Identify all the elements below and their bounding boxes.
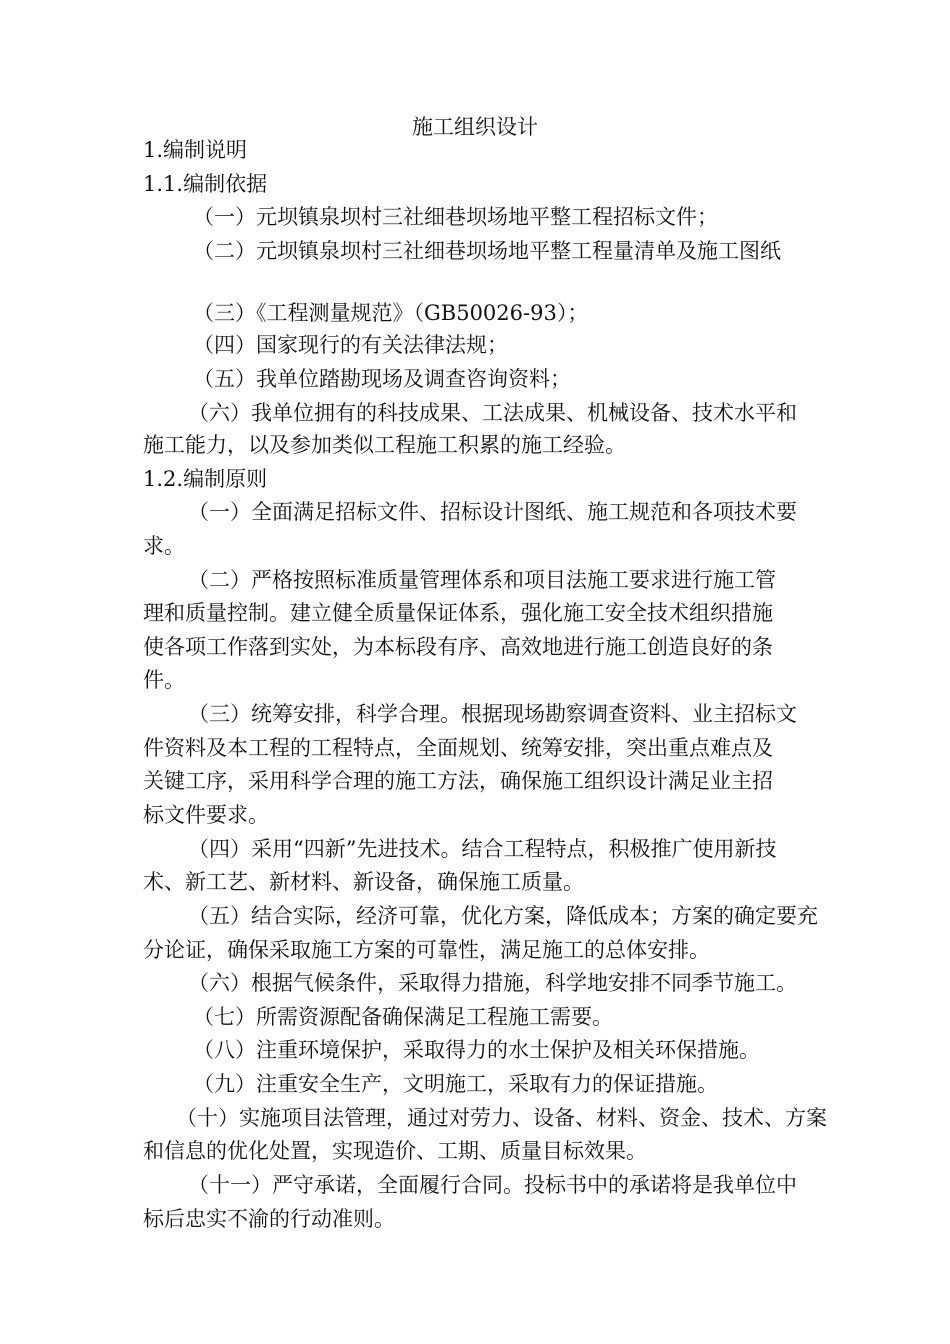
principle-5-line-1: （五）结合实际，经济可靠，优化方案，降低成本；方案的确定要充 [188, 904, 818, 928]
principle-3-line-3: 关键工序，采用科学合理的施工方法，确保施工组织设计满足业主招 [143, 769, 773, 793]
basis-item-1: （一）元坝镇泉坝村三社细巷坝场地平整工程招标文件； [193, 205, 718, 229]
basis-item-4: （四）国家现行的有关法律法规； [193, 333, 508, 357]
principle-4-line-2: 术、新工艺、新材料、新设备，确保施工质量。 [143, 870, 584, 894]
principle-8: （八）注重环境保护，采取得力的水土保护及相关环保措施。 [193, 1038, 760, 1062]
principle-2-line-2: 理和质量控制。建立健全质量保证体系，强化施工安全技术组织措施 [143, 601, 773, 625]
basis-item-6-line-1: （六）我单位拥有的科技成果、工法成果、机械设备、技术水平和 [188, 401, 797, 425]
principle-11-line-1: （十一）严守承诺，全面履行合同。投标书中的承诺将是我单位中 [188, 1173, 797, 1197]
principle-4-line-1: （四）采用“四新”先进技术。结合工程特点，积极推广使用新技 [188, 837, 777, 861]
section-heading-1: 1.编制说明 [143, 138, 248, 162]
principle-9: （九）注重安全生产，文明施工，采取有力的保证措施。 [193, 1072, 718, 1096]
principle-10-line-2: 和信息的优化处置，实现造价、工期、质量目标效果。 [143, 1139, 647, 1163]
principle-11-line-2: 标后忠实不渝的行动准则。 [143, 1207, 395, 1231]
principle-3-line-2: 件资料及本工程的工程特点，全面规划、统筹安排，突出重点难点及 [143, 736, 773, 760]
principle-1-line-2: 求。 [143, 534, 185, 558]
principle-6: （六）根据气候条件，采取得力措施，科学地安排不同季节施工。 [188, 971, 797, 995]
principle-10-line-1: （十）实施项目法管理，通过对劳力、设备、材料、资金、技术、方案 [176, 1106, 827, 1130]
document-title: 施工组织设计 [412, 115, 538, 139]
principle-1-line-1: （一）全面满足招标文件、招标设计图纸、施工规范和各项技术要 [188, 500, 797, 524]
principle-5-line-2: 分论证，确保采取施工方案的可靠性，满足施工的总体安排。 [143, 938, 710, 962]
principle-2-line-1: （二）严格按照标准质量管理体系和项目法施工要求进行施工管 [188, 568, 776, 592]
basis-item-2: （二）元坝镇泉坝村三社细巷坝场地平整工程量清单及施工图纸 [193, 239, 781, 263]
principle-3-line-4: 标文件要求。 [143, 803, 269, 827]
principle-2-line-3: 使各项工作落到实处，为本标段有序、高效地进行施工创造良好的条 [143, 635, 773, 659]
basis-item-6-line-2: 施工能力，以及参加类似工程施工积累的施工经验。 [143, 433, 626, 457]
section-heading-1-2: 1.2.编制原则 [143, 467, 268, 491]
principle-3-line-1: （三）统筹安排，科学合理。根据现场勘察调查资料、业主招标文 [188, 702, 797, 726]
section-heading-1-1: 1.1.编制依据 [143, 172, 268, 196]
basis-item-3: （三）《工程测量规范》（GB50026-93）； [193, 301, 589, 325]
principle-2-line-4: 件。 [143, 668, 185, 692]
basis-item-5: （五）我单位踏勘现场及调查咨询资料； [193, 367, 571, 391]
principle-7: （七）所需资源配备确保满足工程施工需要。 [193, 1005, 613, 1029]
